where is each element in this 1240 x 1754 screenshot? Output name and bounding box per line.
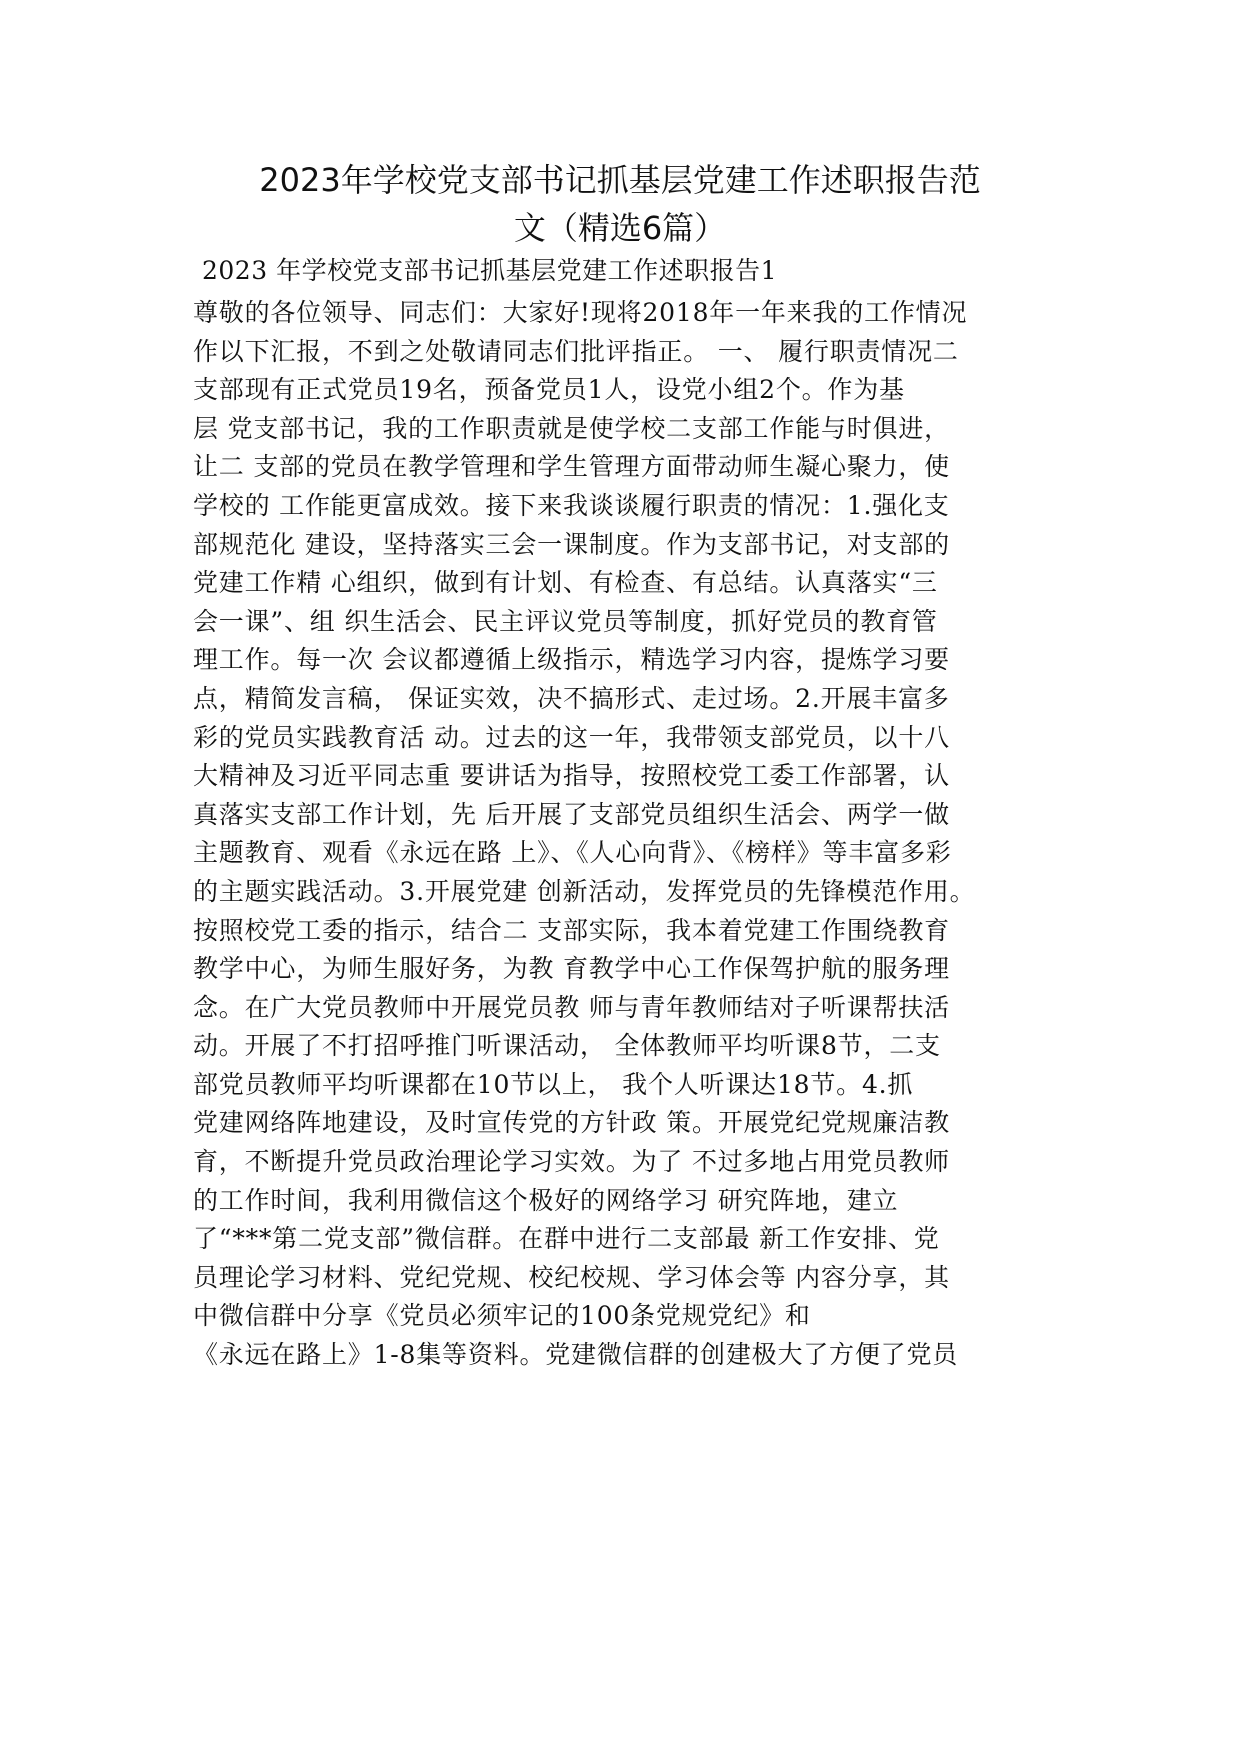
body-line: 主题教育、观看《永远在路 上》、《人心向背》、《榜样》等丰富多彩 xyxy=(193,838,952,868)
section-heading: 2023 年学校党支部书记抓基层党建工作述职报告1 xyxy=(202,256,777,285)
body-line: 《永远在路上》1-8集等资料。党建微信群的创建极大了方便了党员 xyxy=(193,1340,959,1370)
body-line: 党建网络阵地建设，及时宣传党的方针政 策。开展党纪党规廉洁教 xyxy=(193,1108,950,1138)
document-title xyxy=(160,156,1080,252)
body-line: 了“***第二党支部”微信群。在群中进行二支部最 新工作安排、党 xyxy=(193,1224,940,1254)
body-line: 按照校党工委的指示，结合二 支部实际，我本着党建工作围绕教育 xyxy=(193,915,950,945)
body-line: 支部现有正式党员19名，预备党员1人，设党小组2个。作为基 xyxy=(193,375,905,405)
body-line: 作以下汇报，不到之处敬请同志们批评指正。 一、 履行职责情况二 xyxy=(193,336,959,366)
body-line: 的主题实践活动。3.开展党建 创新活动，发挥党员的先锋模范作用。 xyxy=(193,876,976,906)
body-line: 彩的党员实践教育活 动。过去的这一年，我带领支部党员，以十八 xyxy=(193,722,950,752)
body-line: 真落实支部工作计划，先 后开展了支部党员组织生活会、两学一做 xyxy=(193,799,950,829)
body-line: 党建工作精 心组织，做到有计划、有检查、有总结。认真落实“三 xyxy=(193,568,938,598)
body-line: 育，不断提升党员政治理论学习实效。为了 不过多地占用党员教师 xyxy=(193,1147,950,1177)
body-line: 点，精简发言稿， 保证实效，决不搞形式、走过场。2.开展丰富多 xyxy=(193,683,950,713)
body-line: 学校的 工作能更富成效。接下来我谈谈履行职责的情况：1.强化支 xyxy=(193,490,950,520)
body-line: 理工作。每一次 会议都遵循上级指示，精选学习内容，提炼学习要 xyxy=(193,645,950,675)
body-line: 念。在广大党员教师中开展党员教 师与青年教师结对子听课帮扶活 xyxy=(193,992,950,1022)
body-paragraph xyxy=(193,294,1073,1375)
body-line: 动。开展了不打招呼推门听课活动， 全体教师平均听课8节，二支 xyxy=(193,1031,941,1061)
body-line: 部规范化 建设，坚持落实三会一课制度。作为支部书记，对支部的 xyxy=(193,529,950,559)
body-line: 部党员教师平均听课都在10节以上， 我个人听课达18节。4.抓 xyxy=(193,1069,914,1099)
body-line: 尊敬的各位领导、同志们：大家好!现将2018年一年来我的工作情况 xyxy=(193,298,968,327)
body-line: 层 党支部书记，我的工作职责就是使学校二支部工作能与时俱进， xyxy=(193,413,950,443)
body-line: 员理论学习材料、党纪党规、校纪校规、学习体会等 内容分享，其 xyxy=(193,1262,950,1292)
document-title-line-2: 文（精选6篇） xyxy=(513,209,727,247)
body-line: 的工作时间，我利用微信这个极好的网络学习 研究阵地，建立 xyxy=(193,1185,899,1215)
body-line: 会一课”、组 织生活会、民主评议党员等制度，抓好党员的教育管 xyxy=(193,606,938,636)
body-line: 让二 支部的党员在教学管理和学生管理方面带动师生凝心聚力，使 xyxy=(193,452,950,482)
document-title-line-1: 2023年学校党支部书记抓基层党建工作述职报告范 xyxy=(259,161,981,199)
body-line: 教学中心，为师生服好务，为教 育教学中心工作保驾护航的服务理 xyxy=(193,954,950,984)
body-line: 中微信群中分享《党员必须牢记的100条党规党纪》和 xyxy=(193,1301,811,1331)
body-line: 大精神及习近平同志重 要讲话为指导，按照校党工委工作部署，认 xyxy=(193,761,950,791)
